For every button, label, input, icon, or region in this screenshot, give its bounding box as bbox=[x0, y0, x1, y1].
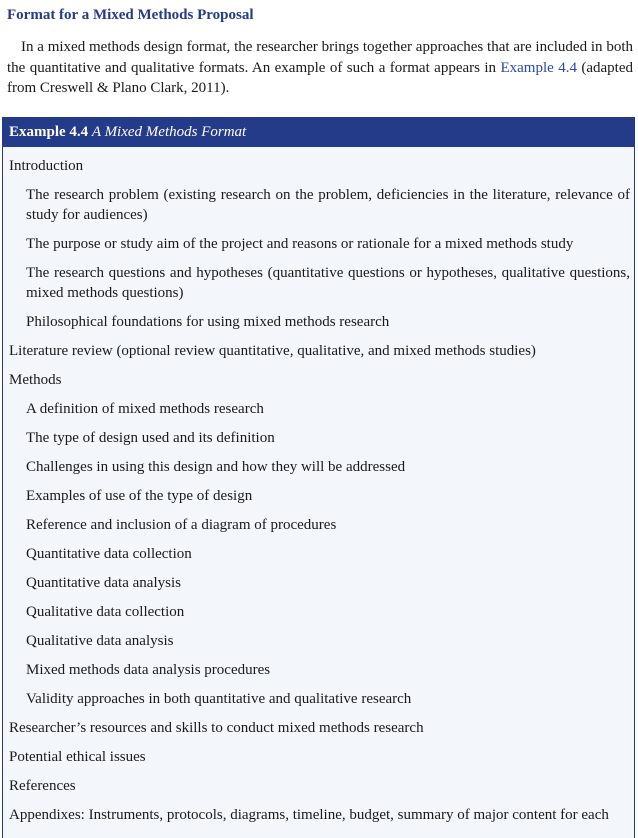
outline-list bbox=[3, 147, 634, 825]
outline-item: References bbox=[9, 778, 76, 794]
example-box bbox=[2, 117, 635, 838]
outline-subitem: Examples of use of the type of design bbox=[26, 488, 253, 504]
example-header bbox=[3, 118, 634, 147]
outline-subitem: The type of design used and its definition bbox=[26, 430, 275, 446]
example-title: A Mixed Methods Format bbox=[91, 124, 247, 140]
outline-subitem: A definition of mixed methods research bbox=[26, 401, 264, 417]
outline-subitem: Reference and inclusion of a diagram of procedures bbox=[26, 517, 337, 533]
outline-item: Introduction bbox=[9, 158, 84, 174]
outline-subitem: Philosophical foundations for using mixed methods research bbox=[26, 314, 390, 330]
outline-item: Potential ethical issues bbox=[9, 749, 146, 765]
intro-text-after: (adapted from Creswell & Plano Clark, 2011). bbox=[7, 59, 634, 96]
outline-item: Methods bbox=[9, 372, 62, 388]
intro-paragraph bbox=[7, 37, 633, 99]
example-link[interactable]: Example 4.4 bbox=[500, 59, 577, 76]
outline-subitem: Mixed methods data analysis procedures bbox=[26, 662, 271, 678]
outline-item: Researcher’s resources and skills to conduct mixed methods research bbox=[9, 720, 424, 736]
outline-subitem: Quantitative data analysis bbox=[26, 575, 181, 591]
outline-subitem: Challenges in using this design and how they will be addressed bbox=[26, 459, 406, 475]
outline-subitem: Quantitative data collection bbox=[26, 546, 192, 562]
outline-item: Appendixes: Instruments, protocols, diagrams, timeline, budget, summary of major content for each bbox=[9, 807, 609, 823]
outline-subitem: Qualitative data collection bbox=[26, 604, 185, 620]
outline-item: Literature review (optional review quantitative, qualitative, and mixed methods studies) bbox=[9, 343, 536, 359]
outline-subitem: The purpose or study aim of the project and reasons or rationale for a mixed methods study bbox=[26, 236, 574, 252]
section-heading: Format for a Mixed Methods Proposal bbox=[7, 7, 254, 23]
outline-subitem: The research questions and hypotheses (quantitative questions or hypotheses, qualitative questions, mixed methods questions) bbox=[26, 265, 630, 301]
outline-subitem: Qualitative data analysis bbox=[26, 633, 174, 649]
example-number: Example 4.4 bbox=[9, 124, 89, 140]
intro-text-before: In a mixed methods design format, the researcher brings together approaches that are included in both the quantitative and qualitative formats. An example of such a format appears in bbox=[7, 39, 633, 76]
outline-subitem: The research problem (existing research on the problem, deficiencies in the literature, relevance of study for audiences) bbox=[26, 187, 630, 223]
outline-subitem: Validity approaches in both quantitative and qualitative research bbox=[26, 691, 412, 707]
